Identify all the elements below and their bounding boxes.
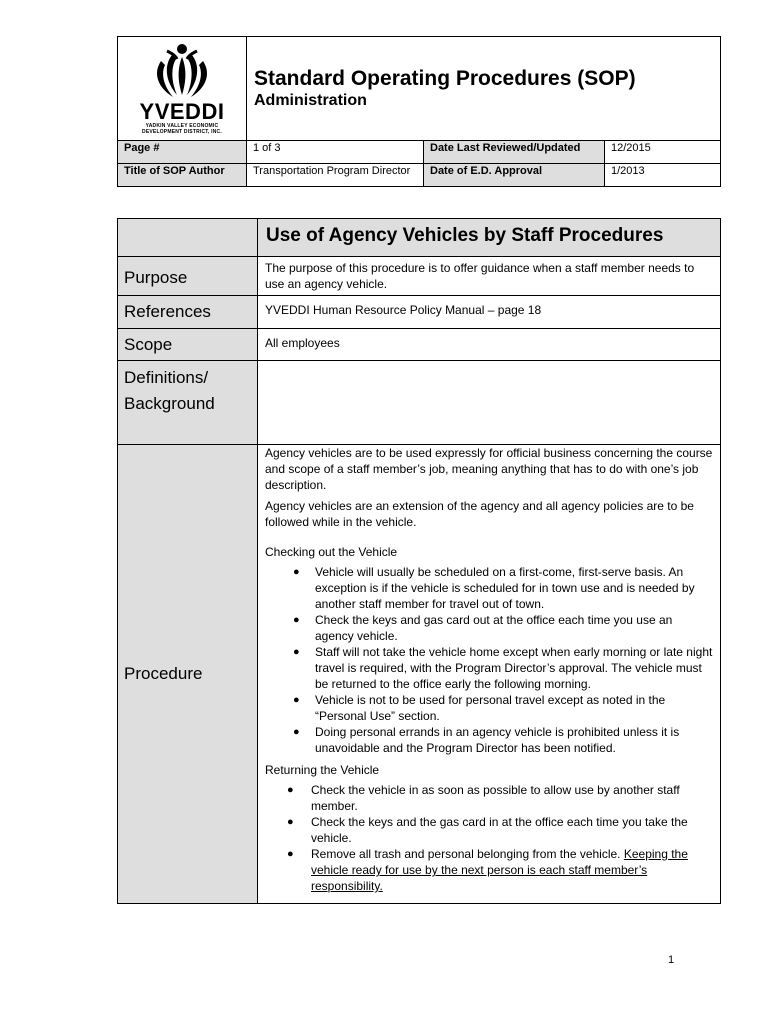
list-item: ● Check the keys and the gas card in at the office each time you take the vehicle. (287, 815, 688, 845)
checkout-list (265, 564, 713, 756)
logo-subtitle-line1: YADKIN VALLEY ECONOMIC (145, 122, 219, 129)
purpose-text: The purpose of this procedure is to offer guidance when a staff member needs to use an agency vehicle. (258, 257, 721, 296)
sop-title: Use of Agency Vehicles by Staff Procedures (258, 219, 721, 257)
definitions-label (118, 361, 258, 445)
return-heading: Returning the Vehicle (265, 763, 380, 777)
reviewed-label: Date Last Reviewed/Updated (424, 141, 605, 164)
list-item: ● Check the vehicle in as soon as possible to allow use by another staff member. (287, 783, 680, 813)
document-title: Standard Operating Procedures (SOP) (254, 67, 636, 90)
bullet-icon: ● (293, 646, 300, 658)
list-item: ● Staff will not take the vehicle home except when early morning or late night travel is required, with the Program Director’s approval. The vehicle must be returned to the office early the following morning. (293, 645, 713, 691)
approval-label: Date of E.D. Approval (424, 164, 605, 187)
scope-label: Scope (118, 329, 258, 361)
bullet-icon: ● (287, 784, 294, 796)
references-label: References (118, 296, 258, 329)
references-text: YVEDDI Human Resource Policy Manual – page 18 (258, 296, 721, 329)
definitions-text (258, 361, 721, 445)
definitions-label-line1: Definitions/ (124, 368, 209, 387)
purpose-label: Purpose (118, 257, 258, 296)
sop-body-table (117, 218, 721, 904)
logo-subtitle-line2: DEVELOPMENT DISTRICT, INC. (142, 128, 222, 135)
checkout-heading: Checking out the Vehicle (265, 545, 398, 559)
document-subtitle: Administration (254, 92, 367, 109)
bullet-icon: ● (293, 726, 300, 738)
sop-header-table (117, 36, 721, 187)
author-value: Transportation Program Director (247, 164, 424, 187)
list-item: ● Remove all trash and personal belonging from the vehicle. Keeping the vehicle ready for use by the next person is each staff member’s responsibility. (287, 847, 688, 893)
title-cell (247, 37, 721, 141)
bullet-icon: ● (293, 694, 300, 706)
logo-cell (118, 37, 247, 141)
page-number: 1 (668, 954, 675, 966)
list-item: ● Vehicle will usually be scheduled on a first-come, first-serve basis. An exception is if the vehicle is scheduled for in town use and is needed by another staff member for travel out of town. (293, 565, 695, 611)
list-item: ● Check the keys and gas card out at the office each time you use an agency vehicle. (293, 613, 673, 643)
title-row-blank (118, 219, 258, 257)
procedure-para-1: Agency vehicles are to be used expressly for official business concerning the course and scope of a staff member’s job, meaning anything that has to do with one’s job description. (265, 446, 713, 492)
return-list (265, 782, 713, 894)
procedure-content (258, 445, 721, 904)
approval-value: 1/2013 (605, 164, 721, 187)
procedure-para-2: Agency vehicles are an extension of the agency and all agency policies are to be followed while in the vehicle. (265, 499, 694, 529)
list-item: ● Doing personal errands in an agency vehicle is prohibited unless it is unavoidable and the Program Director has been notified. (293, 725, 680, 755)
list-item: ● Vehicle is not to be used for personal travel except as noted in the “Personal Use” section. (293, 693, 666, 723)
bullet-icon: ● (293, 614, 300, 626)
page-value: 1 of 3 (247, 141, 424, 164)
bullet-icon: ● (293, 566, 300, 578)
logo-name: YVEDDI (139, 98, 225, 124)
definitions-label-line2: Background (124, 394, 215, 413)
page-label: Page # (118, 141, 247, 164)
procedure-label: Procedure (118, 445, 258, 904)
underlined-responsibility-text: Keeping the vehicle ready for use by the next person is each staff member’s responsibility. (311, 847, 688, 893)
scope-text: All employees (258, 329, 721, 361)
reviewed-value: 12/2015 (605, 141, 721, 164)
author-label: Title of SOP Author (118, 164, 247, 187)
bullet-icon: ● (287, 816, 294, 828)
yveddi-logo-icon (147, 43, 217, 101)
bullet-icon: ● (287, 848, 294, 860)
